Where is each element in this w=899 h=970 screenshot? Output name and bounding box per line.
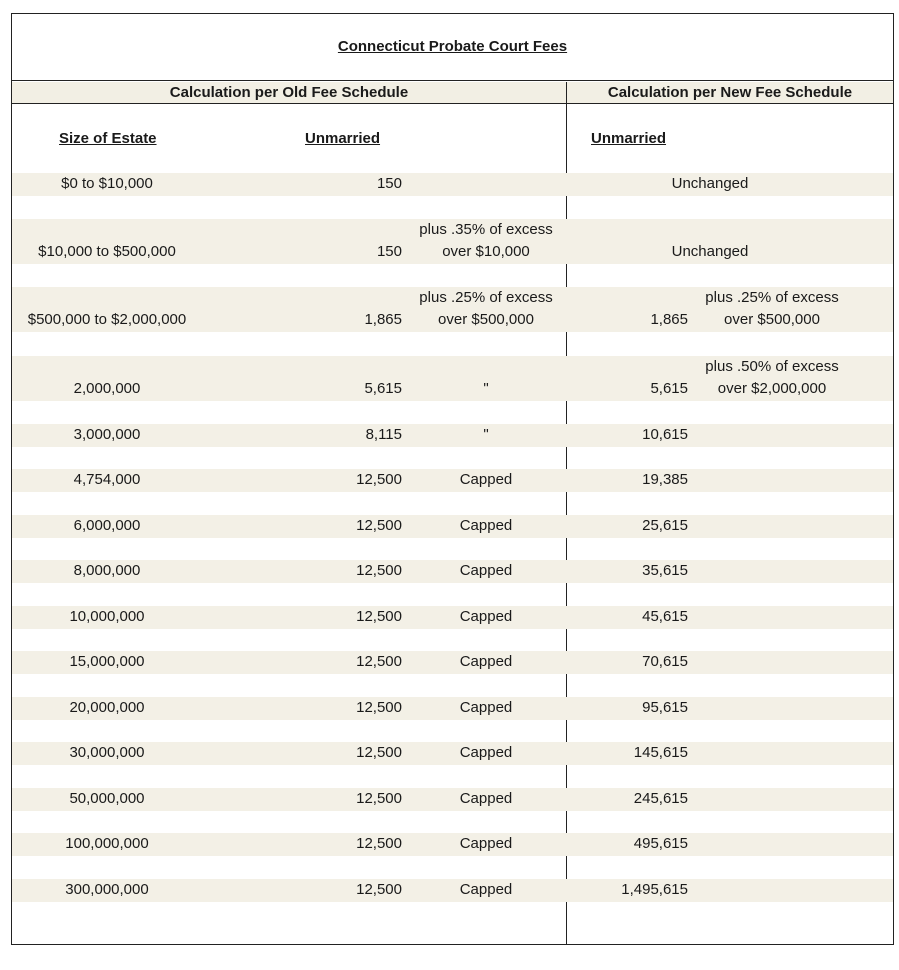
old-note-cell: plus .35% of excess <box>419 221 553 238</box>
new-note-cell: Unchanged <box>671 175 749 192</box>
old-note-cell: Capped <box>459 471 513 488</box>
estate-size-cell: 10,000,000 <box>69 608 145 625</box>
old-fee-cell: 12,500 <box>356 517 402 534</box>
new-schedule-header: Calculation per New Fee Schedule <box>607 84 853 101</box>
old-fee-cell: 12,500 <box>356 835 402 852</box>
old-note-cell: Capped <box>459 744 513 761</box>
new-fee-cell: 19,385 <box>642 471 688 488</box>
old-fee-cell: 12,500 <box>356 881 402 898</box>
old-note-cell: Capped <box>459 608 513 625</box>
new-fee-cell: 245,615 <box>633 790 688 807</box>
old-fee-cell: 12,500 <box>356 608 402 625</box>
estate-size-cell: 4,754,000 <box>73 471 141 488</box>
old-fee-cell: 12,500 <box>356 562 402 579</box>
new-fee-cell: 95,615 <box>642 699 688 716</box>
new-fee-cell: 25,615 <box>642 517 688 534</box>
old-note-cell: " <box>483 380 489 397</box>
old-fee-cell: 12,500 <box>356 699 402 716</box>
new-fee-cell: 10,615 <box>642 426 688 443</box>
old-fee-cell: 1,865 <box>364 311 402 328</box>
estate-size-cell: $10,000 to $500,000 <box>38 243 176 260</box>
new-fee-cell: 45,615 <box>642 608 688 625</box>
old-note-cell: Capped <box>459 790 513 807</box>
new-unmarried-header: Unmarried <box>591 130 667 147</box>
old-fee-cell: 12,500 <box>356 471 402 488</box>
estate-size-cell: 30,000,000 <box>69 744 145 761</box>
estate-size-cell: 100,000,000 <box>65 835 149 852</box>
new-fee-cell: 145,615 <box>633 744 688 761</box>
new-note-cell: plus .25% of excess <box>705 289 839 306</box>
estate-size-cell: 8,000,000 <box>73 562 141 579</box>
new-fee-cell: 35,615 <box>642 562 688 579</box>
old-note-cell: Capped <box>459 835 513 852</box>
column-divider <box>566 82 567 945</box>
new-fee-cell: 5,615 <box>650 380 688 397</box>
estate-size-cell: 20,000,000 <box>69 699 145 716</box>
old-note-cell: over $500,000 <box>438 311 534 328</box>
old-note-cell: Capped <box>459 881 513 898</box>
old-fee-cell: 5,615 <box>364 380 402 397</box>
estate-size-cell: 6,000,000 <box>73 517 141 534</box>
old-fee-cell: 12,500 <box>356 790 402 807</box>
old-note-cell: Capped <box>459 653 513 670</box>
old-fee-cell: 12,500 <box>356 653 402 670</box>
new-note-cell: Unchanged <box>671 243 749 260</box>
old-fee-cell: 150 <box>376 243 402 260</box>
page-title: Connecticut Probate Court Fees <box>11 13 894 81</box>
estate-size-cell: 2,000,000 <box>73 380 141 397</box>
old-schedule-header: Calculation per Old Fee Schedule <box>169 84 409 101</box>
estate-size-cell: $500,000 to $2,000,000 <box>27 311 187 328</box>
old-fee-cell: 12,500 <box>356 744 402 761</box>
new-note-cell: over $2,000,000 <box>717 380 827 397</box>
old-note-cell: plus .25% of excess <box>419 289 553 306</box>
old-note-cell: over $10,000 <box>442 243 530 260</box>
new-fee-cell: 495,615 <box>633 835 688 852</box>
new-fee-cell: 70,615 <box>642 653 688 670</box>
new-note-cell: over $500,000 <box>724 311 820 328</box>
old-fee-cell: 150 <box>376 175 402 192</box>
new-note-cell: plus .50% of excess <box>705 358 839 375</box>
old-note-cell: Capped <box>459 699 513 716</box>
estate-size-cell: $0 to $10,000 <box>61 175 153 192</box>
old-note-cell: Capped <box>459 562 513 579</box>
estate-size-cell: 3,000,000 <box>73 426 141 443</box>
old-unmarried-header: Unmarried <box>305 130 381 147</box>
old-note-cell: " <box>483 426 489 443</box>
estate-size-cell: 300,000,000 <box>65 881 149 898</box>
new-fee-cell: 1,495,615 <box>621 881 688 898</box>
estate-size-cell: 50,000,000 <box>69 790 145 807</box>
old-note-cell: Capped <box>459 517 513 534</box>
new-fee-cell: 1,865 <box>650 311 688 328</box>
size-of-estate-header: Size of Estate <box>59 130 157 147</box>
estate-size-cell: 15,000,000 <box>69 653 145 670</box>
old-fee-cell: 8,115 <box>365 426 402 443</box>
